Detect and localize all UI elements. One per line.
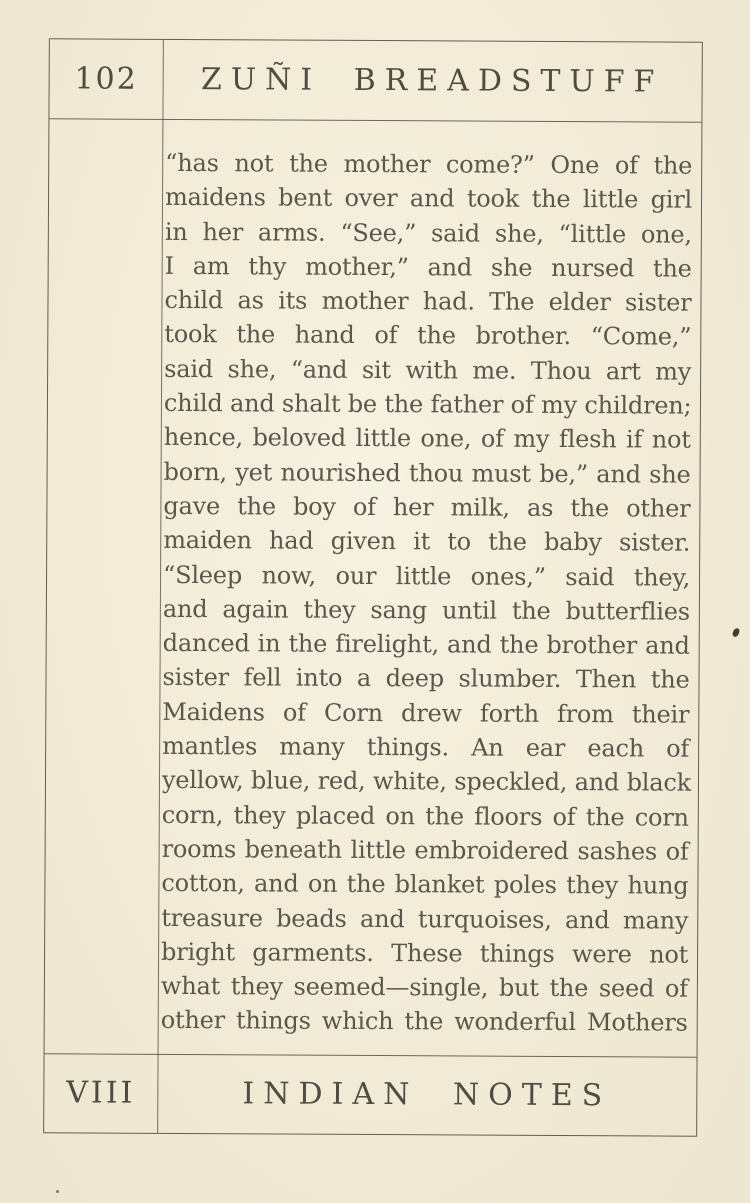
body-text-line: “has not the mother come?” One of the <box>165 148 693 180</box>
journal-name: INDIAN NOTES <box>242 1076 612 1114</box>
body-text-line: in her arms. “See,” said she, “little one, <box>164 217 692 249</box>
body-text-line: danced in the firelight, and the brother and <box>162 629 690 660</box>
body-text-line: took the hand of the brother. “Come,” <box>164 320 692 352</box>
body-text-line: other things which the wonderful Mothers <box>160 1006 688 1038</box>
body-text-line: sister fell into a deep slumber. Then the <box>162 663 690 695</box>
body-text-line: maidens bent over and took the little girl <box>164 183 693 214</box>
body-text-line: born, yet nourished thou must be,” and she <box>163 457 691 489</box>
body-text-line: “Sleep now, our little ones,” said they, <box>162 560 691 592</box>
body-text-line: I am thy mother,” and she nursed the <box>164 251 692 283</box>
body-text-line: treasure beads and turquoises, and many <box>161 903 689 935</box>
volume-numeral: VIII <box>66 1075 136 1111</box>
body-text-line: maiden had given it to the baby sister. <box>163 526 691 557</box>
body-text-line: gave the boy of her milk, as the other <box>163 491 691 523</box>
body-text-line: bright garments. These things were not <box>161 937 689 969</box>
running-head-title: ZUÑI BREADSTUFF <box>200 62 664 100</box>
body-text-line: rooms beneath little embroidered sashes of <box>161 834 689 866</box>
body-text-line: Maidens of Corn drew forth from their <box>162 697 690 729</box>
body-text-line: and again they sang until the butterflies <box>162 594 690 626</box>
page-number: 102 <box>74 61 138 97</box>
ink-speck-bottom-margin <box>56 1190 59 1193</box>
body-text-block <box>161 146 693 1040</box>
body-text-line: yellow, blue, red, white, speckled, and black <box>161 766 692 798</box>
body-text-line: said she, “and sit with me. Thou art my <box>164 354 692 386</box>
body-text-line: what they seemed—single, but the seed of <box>160 972 688 1003</box>
body-text-line: child as its mother had. The elder sister <box>164 286 692 317</box>
ink-speck-right-margin <box>732 627 740 637</box>
page-border-frame <box>43 38 703 1136</box>
body-text-line: child and shalt be the father of my children; <box>163 388 692 420</box>
body-text-line: corn, they placed on the floors of the corn <box>161 800 689 832</box>
body-text-line: mantles many things. An ear each of <box>162 731 690 763</box>
body-text-line: cotton, and on the blanket poles they hung <box>161 869 689 900</box>
body-text-line: hence, beloved little one, of my flesh if not <box>163 423 691 455</box>
